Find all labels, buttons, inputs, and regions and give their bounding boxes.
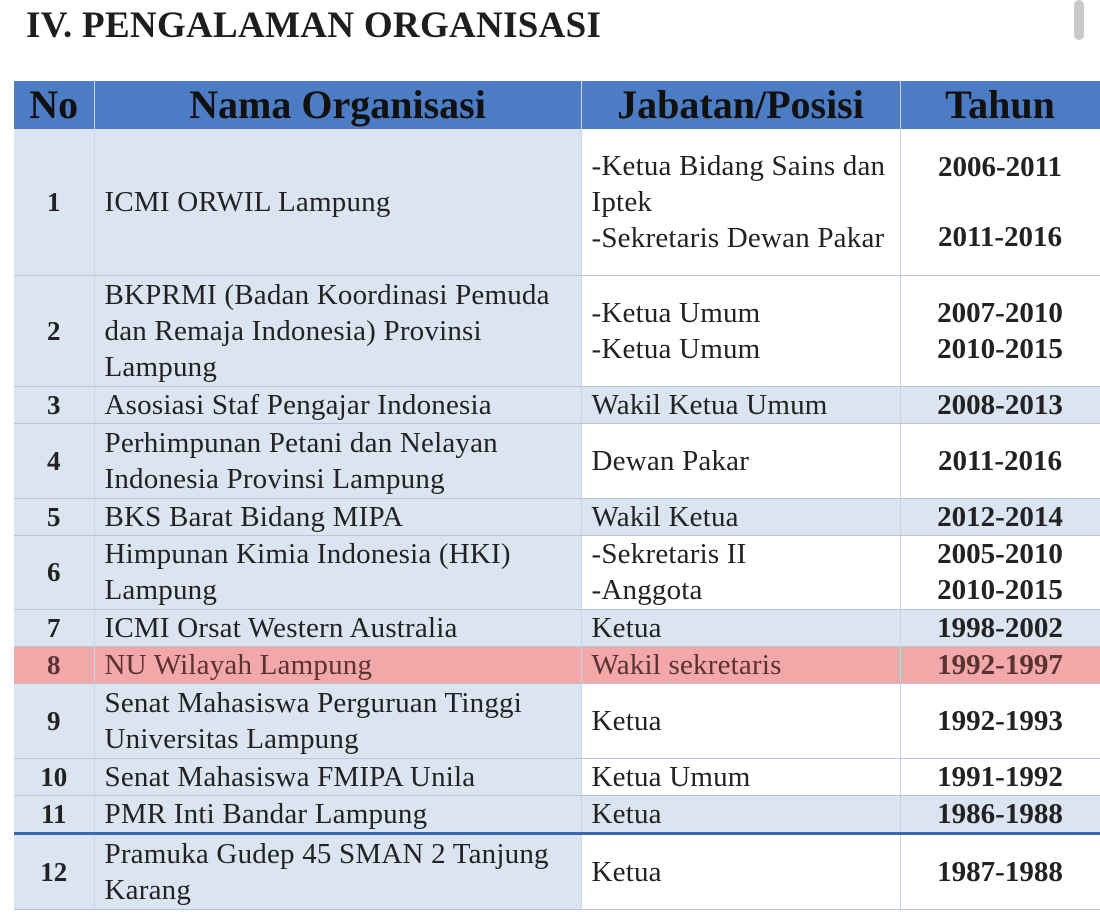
- year-text: 2006-2011: [937, 150, 1063, 183]
- year-text: 1986-1988: [900, 795, 1100, 833]
- position-cell: [581, 535, 900, 609]
- position-text: -Anggota: [591, 574, 703, 606]
- organization-table: [14, 81, 1100, 910]
- year-cell: [900, 129, 1100, 275]
- organization-name: BKS Barat Bidang MIPA: [94, 498, 581, 535]
- table-row: [14, 386, 1100, 423]
- year-text: 1998-2002: [900, 609, 1100, 646]
- table-row: [14, 795, 1100, 833]
- year-text: 2011-2016: [900, 423, 1100, 498]
- year-text: 2012-2014: [900, 498, 1100, 535]
- organization-name: PMR Inti Bandar Lampung: [94, 795, 581, 833]
- table-row: [14, 498, 1100, 535]
- position-text: Ketua: [581, 683, 900, 758]
- row-number: 10: [14, 758, 94, 795]
- table-row: [14, 275, 1100, 386]
- organization-name: Pramuka Gudep 45 SMAN 2 Tanjung Karang: [94, 833, 581, 909]
- position-text: -Ketua Umum: [591, 296, 761, 329]
- position-text: -Ketua Umum: [591, 332, 761, 365]
- position-text: Ketua Umum: [581, 758, 900, 795]
- organization-name: Himpunan Kimia Indonesia (HKI) Lampung: [94, 535, 581, 609]
- position-text: Ketua: [581, 795, 900, 833]
- table-row: [14, 129, 1100, 275]
- year-text: 2007-2010: [937, 296, 1063, 329]
- year-text: 1992-1993: [900, 683, 1100, 758]
- position-text: -Sekretaris II: [591, 538, 747, 570]
- position-text: Wakil sekretaris: [581, 646, 900, 683]
- position-text: -Ketua Bidang Sains dan Iptek: [591, 149, 886, 218]
- row-number: 3: [14, 386, 94, 423]
- row-number: 5: [14, 498, 94, 535]
- row-number: 11: [14, 795, 94, 833]
- year-text: 1991-1992: [900, 758, 1100, 795]
- table-row-highlighted[interactable]: [14, 646, 1100, 683]
- organization-name: ICMI ORWIL Lampung: [94, 129, 581, 275]
- organization-name: Perhimpunan Petani dan Nelayan Indonesia Provinsi Lampung: [94, 423, 581, 498]
- position-text: Ketua: [581, 833, 900, 909]
- year-text: 1992-1997: [900, 646, 1100, 683]
- row-number: 4: [14, 423, 94, 498]
- row-number: 2: [14, 275, 94, 386]
- row-number: 9: [14, 683, 94, 758]
- table-row: [14, 758, 1100, 795]
- row-number: 7: [14, 609, 94, 646]
- position-text: Ketua: [581, 609, 900, 646]
- table-row: [14, 609, 1100, 646]
- position-cell: [581, 275, 900, 386]
- year-text: 2005-2010: [937, 538, 1063, 570]
- organization-name: NU Wilayah Lampung: [94, 646, 581, 683]
- row-number: 12: [14, 833, 94, 909]
- position-text: Wakil Ketua Umum: [581, 386, 900, 423]
- header-year: Tahun: [900, 81, 1100, 129]
- organization-name: Senat Mahasiswa Perguruan Tinggi Universitas Lampung: [94, 683, 581, 758]
- year-cell: [900, 535, 1100, 609]
- header-name: Nama Organisasi: [94, 81, 581, 129]
- row-number: 1: [14, 129, 94, 275]
- year-cell: [900, 275, 1100, 386]
- year-text: 2010-2015: [937, 332, 1063, 365]
- year-text: 2011-2016: [937, 220, 1063, 253]
- organization-name: Senat Mahasiswa FMIPA Unila: [94, 758, 581, 795]
- organization-name: ICMI Orsat Western Australia: [94, 609, 581, 646]
- position-text: Dewan Pakar: [581, 423, 900, 498]
- section-title: IV. PENGALAMAN ORGANISASI: [26, 5, 602, 46]
- table-header-row: [14, 81, 1100, 129]
- position-text: Wakil Ketua: [581, 498, 900, 535]
- header-no: No: [14, 81, 94, 129]
- row-number: 8: [14, 646, 94, 683]
- table-row: [14, 833, 1100, 909]
- row-number: 6: [14, 535, 94, 609]
- table-row: [14, 683, 1100, 758]
- organization-name: Asosiasi Staf Pengajar Indonesia: [94, 386, 581, 423]
- year-text: 2008-2013: [900, 386, 1100, 423]
- year-text: 1987-1988: [900, 833, 1100, 909]
- header-position: Jabatan/Posisi: [581, 81, 900, 129]
- table-row: [14, 423, 1100, 498]
- year-text: 2010-2015: [937, 574, 1063, 606]
- position-cell: [581, 129, 900, 275]
- organization-name: BKPRMI (Badan Koordinasi Pemuda dan Remaja Indonesia) Provinsi Lampung: [94, 275, 581, 386]
- table-row: [14, 535, 1100, 609]
- scrollbar-thumb[interactable]: [1074, 0, 1084, 40]
- position-text: -Sekretaris Dewan Pakar: [591, 221, 885, 254]
